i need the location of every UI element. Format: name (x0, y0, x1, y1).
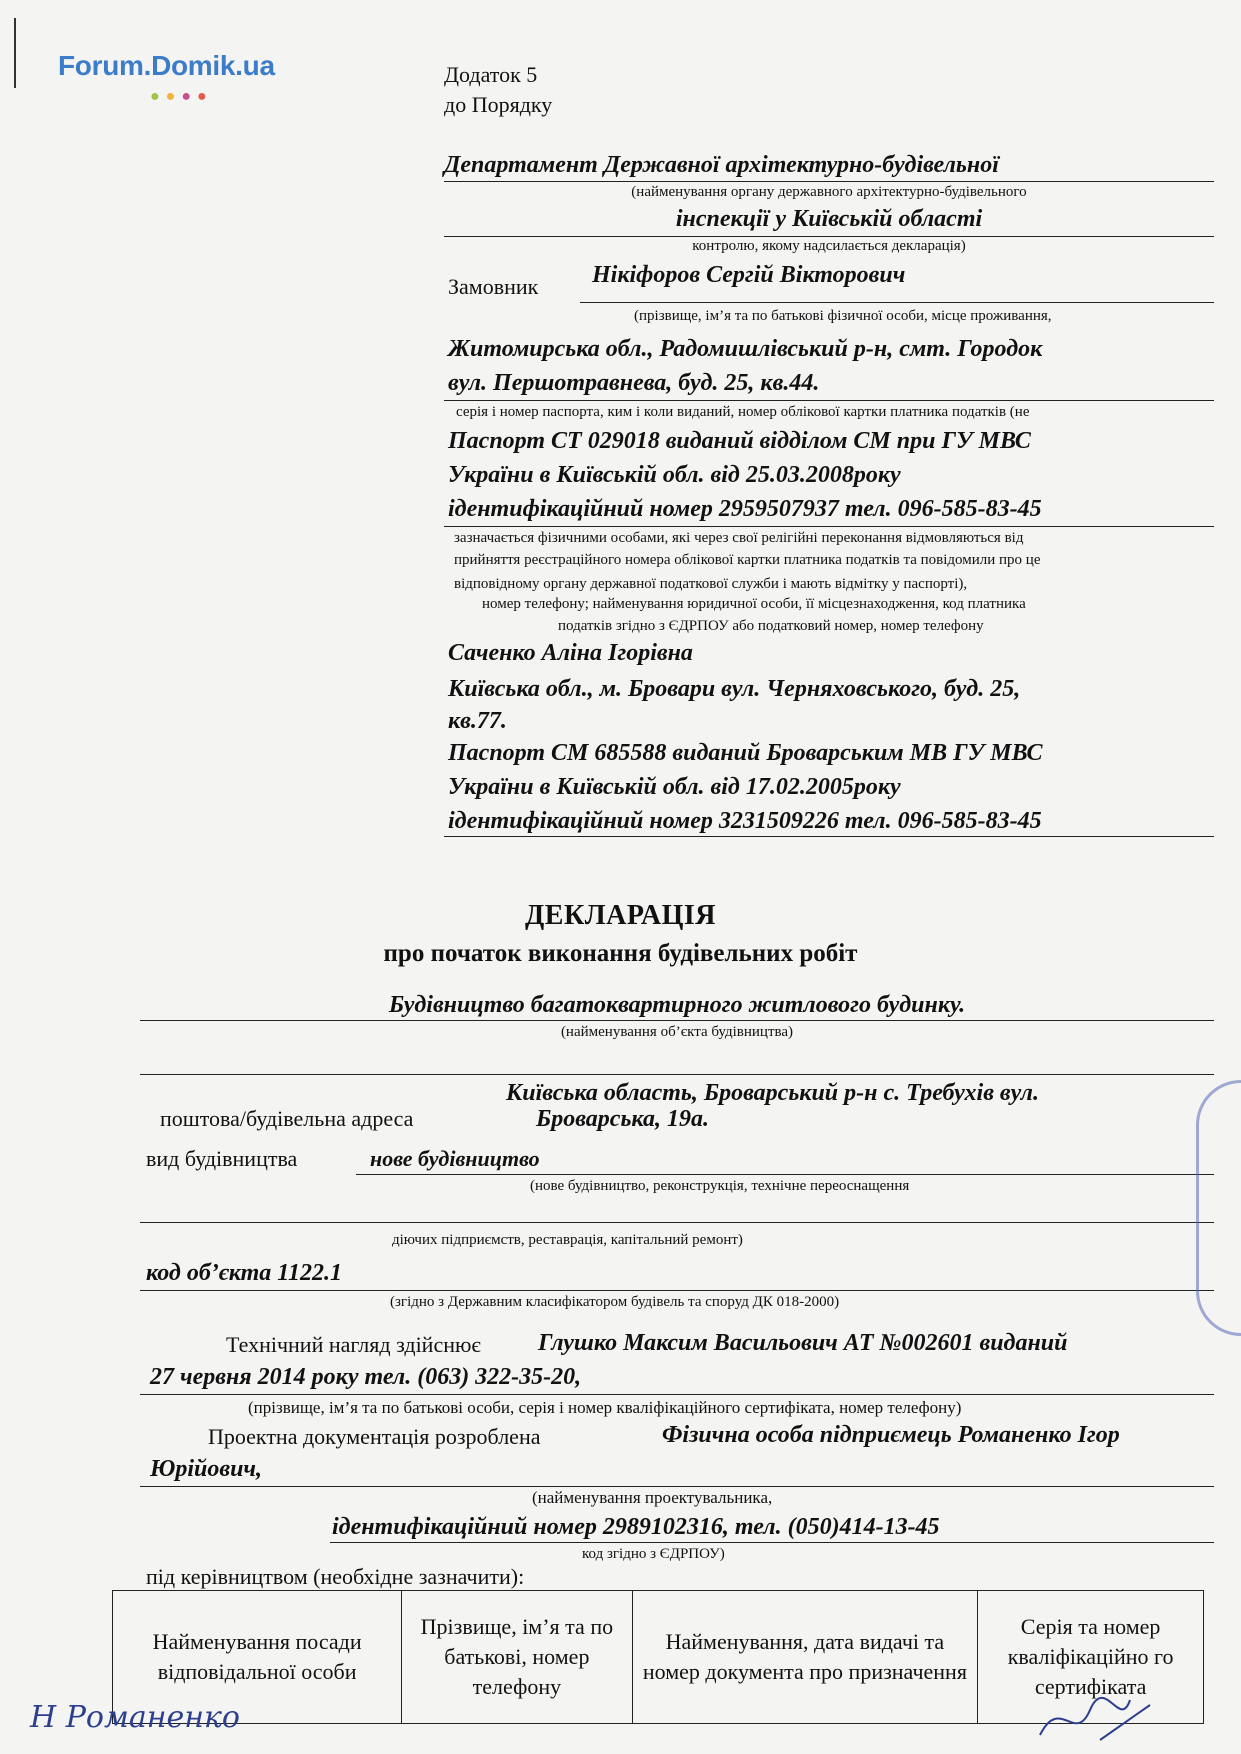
object-note: (найменування об’єкта будівництва) (560, 1024, 794, 1040)
customer-passport2: України в Київській обл. від 25.03.2008року (448, 462, 901, 488)
project-id-note: код згідно з ЄДРПОУ) (582, 1546, 725, 1562)
customer-id-line: ідентифікаційний номер 2959507937 тел. 096-585-83-45 (448, 496, 1042, 522)
customer-note-long2: прийняття реєстраційного номера облікової картки платника податків та повідомили про це (454, 552, 1041, 568)
address-value1: Київська область, Броварський р-н с. Требухів вул. (506, 1080, 1039, 1106)
stamp (1196, 1080, 1241, 1336)
table-header-cell: Найменування, дата видачі та номер документа про призначення (632, 1591, 978, 1724)
divider (580, 302, 1214, 303)
second-person-id-line: ідентифікаційний номер 3231509226 тел. 096-585-83-45 (448, 808, 1042, 834)
customer-note-long5: податків згідно з ЄДРПОУ або податковий номер, номер телефону (558, 618, 984, 634)
table-header-cell: Прізвище, ім’я та по батькові, номер телефону (402, 1591, 632, 1724)
customer-note-long3: відповідному органу державної податкової служби і мають відмітку у паспорті), (454, 576, 968, 592)
customer-passport1: Паспорт СТ 029018 виданий відділом СМ при ГУ МВС (448, 428, 1031, 454)
project-value2: Юрійович, (150, 1456, 263, 1482)
project-note: (найменування проектувальника, (532, 1488, 773, 1507)
table-header-cell: Серія та номер кваліфікаційно го сертифіката (978, 1591, 1204, 1724)
supervision-note: (прізвище, ім’я та по батькові особи, серія і номер кваліфікаційного сертифіката, номер телефону) (248, 1398, 962, 1417)
declaration-subtitle: про початок виконання будівельних робіт (383, 940, 858, 967)
address-label: поштова/будівельна адреса (160, 1106, 414, 1131)
divider (140, 1290, 1214, 1291)
authority-note2: контролю, якому надсилається декларація) (692, 238, 966, 254)
second-person-address2: кв.77. (448, 708, 507, 734)
authority-note1: (найменування органу державного архітектурно-будівельного (631, 184, 1027, 200)
kind-label: вид будівництва (146, 1146, 298, 1171)
appendix-line1: Додаток 5 (444, 62, 538, 87)
divider (140, 1222, 1214, 1223)
divider (444, 526, 1214, 527)
divider (140, 1394, 1214, 1395)
divider (444, 181, 1214, 182)
kind-value: нове будівництво (370, 1146, 540, 1171)
divider (356, 1174, 1214, 1175)
watermark-dots: ●●●● (150, 88, 213, 105)
object-name: Будівництво багатоквартирного житлового будинку. (388, 992, 966, 1018)
customer-note-name: (прізвище, ім’я та по батькові фізичної особи, місце проживання, (634, 308, 1052, 324)
declaration-title: ДЕКЛАРАЦІЯ (525, 900, 716, 931)
customer-note-passport: серія і номер паспорта, ким і коли виданий, номер облікової картки платника податків (не (456, 404, 1030, 420)
signature-left: Н Романенко (30, 1700, 240, 1735)
customer-name: Нікіфоров Сергій Вікторович (592, 262, 906, 288)
address-value2: Броварська, 19а. (536, 1106, 709, 1132)
second-person-address1: Київська обл., м. Бровари вул. Черняховського, буд. 25, (448, 676, 1021, 702)
supervision-value2: 27 червня 2014 року тел. (063) 322-35-20, (150, 1364, 582, 1390)
customer-note-long1: зазначається фізичними особами, які через свої релігійні переконання відмовляються від (454, 530, 1024, 546)
supervision-label: Технічний нагляд здійснює (226, 1332, 481, 1357)
customer-label: Замовник (448, 274, 539, 299)
divider (140, 1486, 1214, 1487)
second-person-name: Саченко Аліна Ігорівна (448, 640, 693, 666)
supervision-value1: Глушко Максим Васильович АТ №002601 виданий (538, 1330, 1068, 1356)
divider (444, 236, 1214, 237)
signature-right (1030, 1690, 1170, 1750)
customer-address2: вул. Першотравнева, буд. 25, кв.44. (448, 370, 820, 396)
under-label: під керівництвом (необхідне зазначити): (146, 1564, 525, 1589)
customer-note-long4: номер телефону; найменування юридичної особи, її місцезнаходження, код платника (482, 596, 1026, 612)
project-label: Проектна документація розроблена (208, 1424, 541, 1449)
table-header-cell: Найменування посади відповідальної особи (113, 1591, 402, 1724)
object-code: код об’єкта 1122.1 (146, 1260, 342, 1286)
project-id: ідентифікаційний номер 2989102316, тел. (050)414-13-45 (332, 1514, 940, 1540)
authority-line2: інспекції у Київській області (675, 206, 983, 232)
project-value1: Фізична особа підприємець Романенко Ігор (662, 1422, 1120, 1448)
margin-mark (14, 18, 16, 88)
kind-note2: діючих підприємств, реставрація, капітальний ремонт) (392, 1232, 743, 1248)
second-person-passport2: України в Київській обл. від 17.02.2005року (448, 774, 901, 800)
divider (444, 836, 1214, 837)
kind-note1: (нове будівництво, реконструкція, технічне переоснащення (530, 1178, 910, 1194)
second-person-passport1: Паспорт СМ 685588 виданий Броварським МВ ГУ МВС (448, 740, 1043, 766)
divider (140, 1020, 1214, 1021)
watermark-logo: Forum.Domik.ua (58, 50, 275, 81)
customer-address1: Житомирська обл., Радомишлівський р-н, смт. Городок (448, 336, 1043, 362)
divider (330, 1542, 1214, 1543)
appendix-line2: до Порядку (444, 92, 553, 117)
authority-line1: Департамент Державної архітектурно-будівельної (444, 152, 999, 178)
divider (140, 1074, 1214, 1075)
divider (444, 400, 1214, 401)
code-note: (згідно з Державним класифікатором будівель та споруд ДК 018-2000) (390, 1294, 840, 1310)
